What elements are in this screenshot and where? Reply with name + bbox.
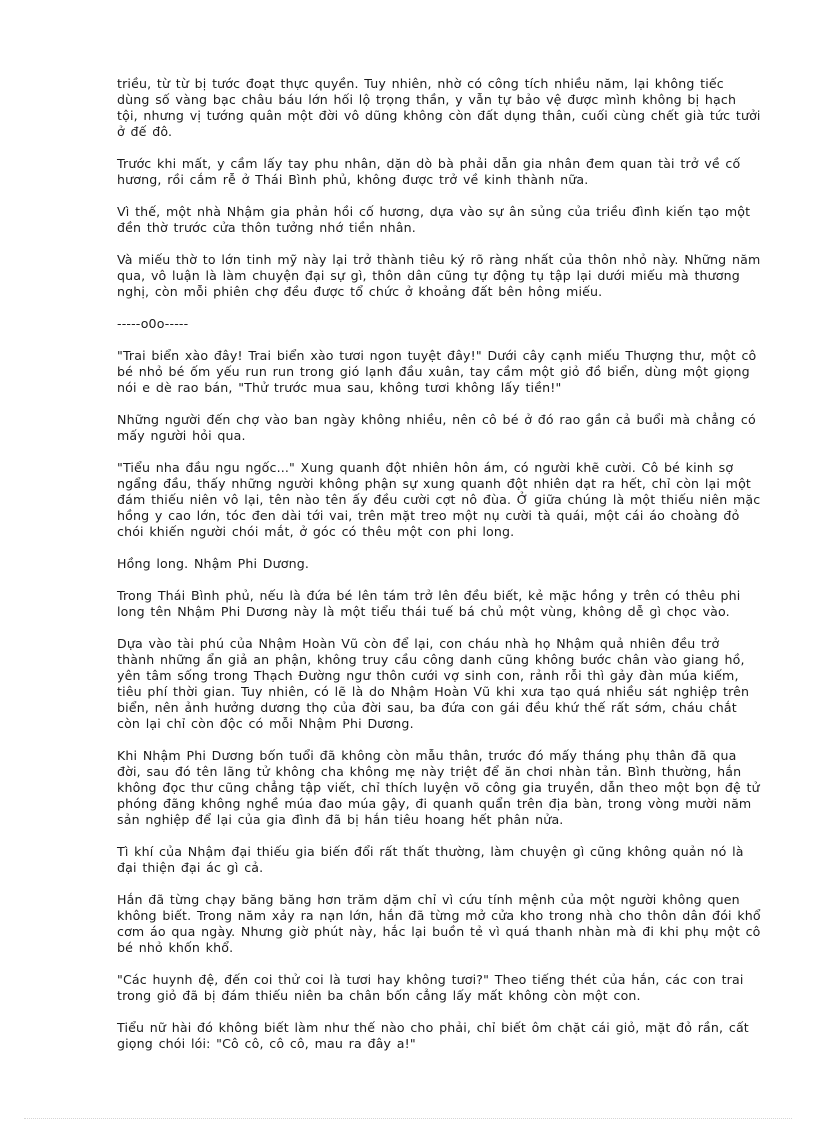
paragraph-8: Hồng long. Nhậm Phi Dương. — [117, 556, 310, 571]
paragraph-11: Khi Nhậm Phi Dương bốn tuổi đã không còn mẫu thân, trước đó mấy tháng phụ thân đã qua đời, sau đó tên lãng tử không cha không mẹ này triệt để ăn chơi nhàn tản. Bình thường, hắn không đọc thư cũng chẳng tập viết, chỉ thích luyện võ công gia truyền, dẫn theo một bọn đệ tử phóng đãng không nghề múa đao múa gậy, đi quanh quẩn trên địa bàn, trong vòng mười năm sản nghiệp để lại của gia đình đã bị hắn tiêu hoang hết phân nửa. — [117, 748, 760, 827]
paragraph-7: "Tiểu nha đầu ngu ngốc..." Xung quanh đột nhiên hôn ám, có người khẽ cười. Cô bé kinh sợ ngẩng đầu, thấy những người không phận sự xung quanh đột nhiên dạt ra hết, chỉ còn lại một đám thiếu niên vô lại, tên nào tên ấy đều cười cợt nô đùa. Ở giữa chúng là một thiếu niên mặc hồng y cao lớn, tóc đen dài tới vai, trên mặt treo một nụ cười tà quái, một cái áo choàng đỏ chói khiến người chói mắt, ở góc có thêu một con phi long. — [117, 460, 761, 539]
paragraph-5: "Trai biển xào đây! Trai biển xào tươi ngon tuyệt đây!" Dưới cây cạnh miếu Thượng thư, một cô bé nhỏ bé ốm yếu run run trong gió lạnh đầu xuân, tay cầm một giỏ đồ biển, dùng một giọng nói e dè rao bán, "Thử trước mua sau, không tươi không lấy tiền!" — [117, 348, 757, 395]
paragraph-6: Những người đến chợ vào ban ngày không nhiều, nên cô bé ở đó rao gần cả buổi mà chẳng có mấy người hỏi qua. — [117, 412, 756, 443]
paragraph-12: Tì khí của Nhậm đại thiếu gia biến đổi rất thất thường, làm chuyện gì cũng không quản nó là đại thiện đại ác gì cả. — [117, 844, 744, 875]
paragraph-2: Trước khi mất, y cầm lấy tay phu nhân, dặn dò bà phải dẫn gia nhân đem quan tài trở về cố hương, rồi cắm rễ ở Thái Bình phủ, không được trở về kinh thành nữa. — [117, 156, 741, 187]
paragraph-14: "Các huynh đệ, đến coi thử coi là tươi hay không tươi?" Theo tiếng thét của hắn, các con trai trong giỏ đã bị đám thiếu niên ba chân bốn cẳng lấy mất không còn một con. — [117, 972, 744, 1003]
paragraph-3: Vì thế, một nhà Nhậm gia phản hồi cố hương, dựa vào sự ân sủng của triều đình kiến tạo một đền thờ trước cửa thôn tưởng nhớ tiền nhân. — [117, 204, 751, 235]
document-body — [117, 76, 761, 1068]
paragraph-1: triều, từ từ bị tước đoạt thực quyền. Tuy nhiên, nhờ có công tích nhiều năm, lại không tiếc dùng số vàng bạc châu báu lớn hối lộ trọng thần, y vẫn tự bảo vệ được mình không bị hạch tội, nhưng vị tướng quân một đời vô dũng không còn đất dụng thân, cuối cùng chết già tức tưởi ở đế đô. — [117, 76, 761, 139]
paragraph-9: Trong Thái Bình phủ, nếu là đứa bé lên tám trở lên đều biết, kẻ mặc hồng y trên có thêu phi long tên Nhậm Phi Dương này là một tiểu thái tuế bá chủ một vùng, không dễ gì chọc vào. — [117, 588, 741, 619]
page-bottom-rule — [24, 1118, 792, 1119]
paragraph-13: Hắn đã từng chạy băng băng hơn trăm dặm chỉ vì cứu tính mệnh của một người không quen không biết. Trong năm xảy ra nạn lớn, hắn đã từng mở cửa kho trong nhà cho thôn dân đói khổ cơm áo qua ngày. Nhưng giờ phút này, hắc lại buồn tẻ vì quá thanh nhàn mà đi khi phụ một cô bé nhỏ khốn khổ. — [117, 892, 761, 955]
paragraph-15: Tiểu nữ hài đó không biết làm như thế nào cho phải, chỉ biết ôm chặt cái giỏ, mặt đỏ rần, cất giọng chói lói: "Cô cô, cô cô, mau ra đây a!" — [117, 1020, 749, 1051]
paragraph-4: Và miếu thờ to lớn tinh mỹ này lại trở thành tiêu ký rõ ràng nhất của thôn nhỏ này. Những năm qua, vô luận là làm chuyện đại sự gì, thôn dân cũng tự động tụ tập lại dưới miếu mà thương nghị, còn mỗi phiên chợ đều được tổ chức ở khoảng đất bên hông miếu. — [117, 252, 761, 299]
paragraph-10: Dựa vào tài phú của Nhậm Hoàn Vũ còn để lại, con cháu nhà họ Nhậm quả nhiên đều trở thành những ẩn giả an phận, không truy cầu công danh cũng không bước chân vào giang hồ, yên tâm sống trong Thạch Đường ngư thôn cưới vợ sinh con, rảnh rỗi thì gảy đàn múa kiếm, tiêu phí thời gian. Tuy nhiên, có lẽ là do Nhậm Hoàn Vũ khi xưa tạo quá nhiều sát nghiệp trên biển, nên ảnh hưởng dương thọ của đời sau, ba đứa con gái đều khứ thế rất sớm, cháu chắt còn lại chỉ còn độc có mỗi Nhậm Phi Dương. — [117, 636, 750, 731]
section-divider: -----o0o----- — [117, 316, 189, 331]
